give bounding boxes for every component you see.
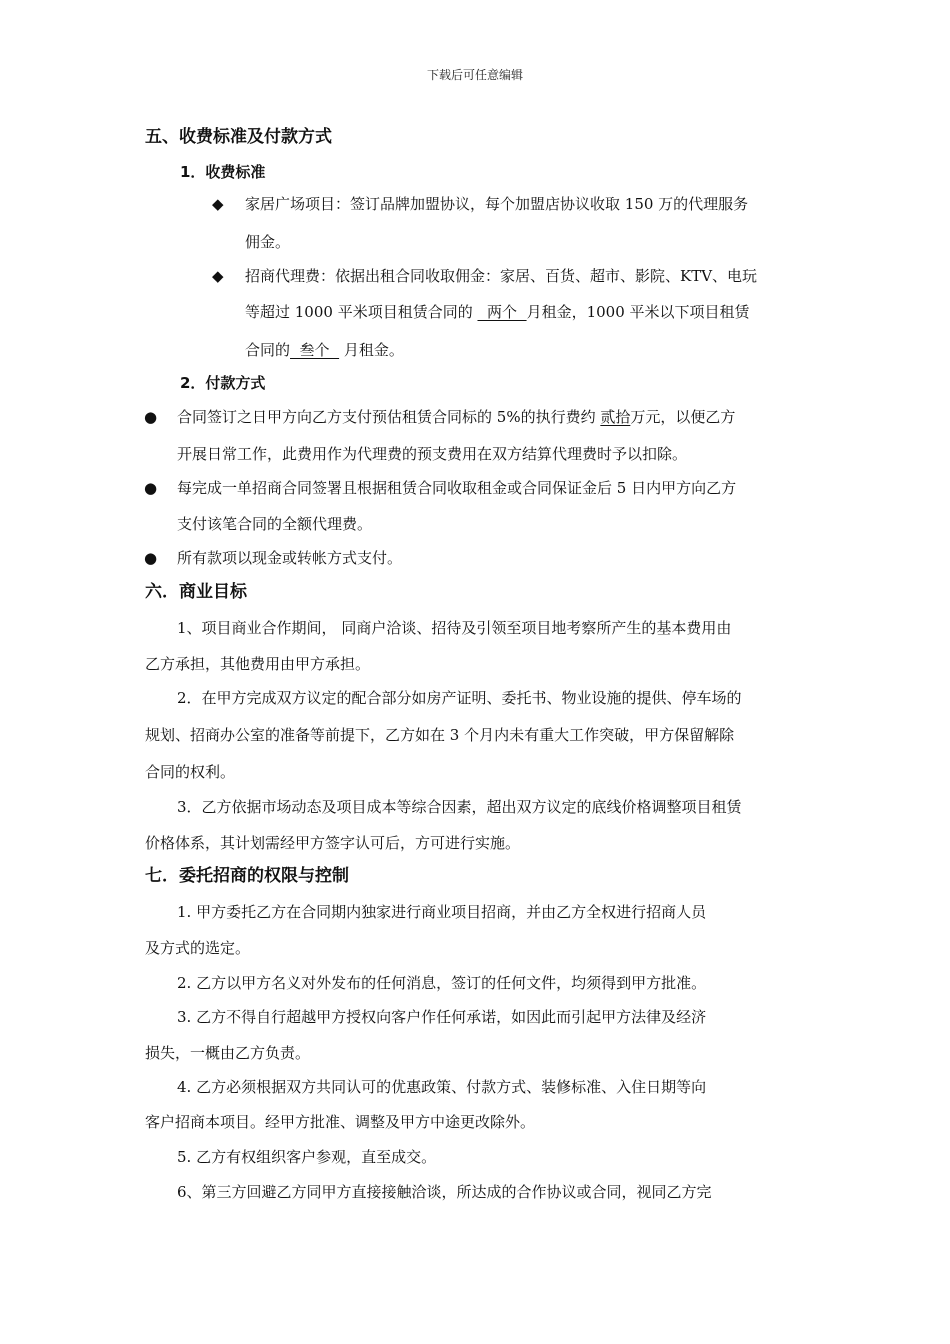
fee-item-2-line-3-pre: 合同的 [245, 341, 291, 359]
header-note: 下载后可任意编辑 [426, 68, 523, 82]
s7-p2-line-1: 2. 乙方以甲方名义对外发布的任何消息，签订的任何文件，均须得到甲方批准。 [177, 974, 707, 992]
payment-item-2-line-1: 每完成一单招商合同签署且根据租赁合同收取租金或合同保证金后 5 日内甲方向乙方 [177, 479, 737, 497]
fee-item-2-line-3-post: 月租金。 [339, 341, 404, 359]
dot-bullet-icon: ● [144, 408, 158, 426]
s6-p3-line-1: 3．乙方依据市场动态及项目成本等综合因素，超出双方议定的底线价格调整项目租赁 [177, 798, 742, 816]
payment-item-1-line-1 [177, 407, 735, 427]
fee-item-1-line-1: 家居广场项目：签订品牌加盟协议，每个加盟店协议收取 150 万的代理服务 [245, 195, 749, 213]
fee-item-2-line-1: 招商代理费：依据出租合同收取佣金：家居、百货、超市、影院、KTV、电玩 [245, 267, 758, 285]
s7-p4-line-2: 客户招商本项目。经甲方批准、调整及甲方中途更改除外。 [145, 1113, 536, 1131]
payment-item-2-line-2: 支付该笔合同的全额代理费。 [177, 515, 373, 533]
diamond-bullet-icon: ◆ [212, 195, 224, 213]
fill-in-amount: 贰拾 [600, 408, 631, 426]
fee-item-2-line-2-post: 月租金，1000 平米以下项目租赁 [526, 303, 750, 321]
fill-in-months-two: 两个 [477, 303, 527, 321]
s7-p5-line-1: 5. 乙方有权组织客户参观，直至成交。 [177, 1148, 437, 1166]
s7-p6-line-1: 6、第三方回避乙方同甲方直接接触洽谈，所达成的合作协议或合同，视同乙方完 [177, 1183, 712, 1201]
fee-standard-title: 1．收费标准 [180, 163, 266, 181]
section-6-heading: 六．商业目标 [145, 582, 247, 602]
payment-title: 2．付款方式 [180, 374, 266, 392]
s6-p1-line-1: 1、项目商业合作期间， 同商户洽谈、招待及引领至项目地考察所产生的基本费用由 [177, 619, 732, 637]
fee-item-2-line-3 [245, 340, 404, 360]
s7-p1-line-2: 及方式的选定。 [145, 939, 251, 957]
fee-item-2-line-2 [245, 302, 750, 322]
fill-in-months-three: 叁个 [290, 341, 340, 359]
s7-p3-line-2: 损失，一概由乙方负责。 [145, 1044, 311, 1062]
payment-item-1-line-2: 开展日常工作，此费用作为代理费的预支费用在双方结算代理费时予以扣除。 [177, 445, 688, 463]
fee-item-2-line-2-pre: 等超过 1000 平米项目租赁合同的 [245, 303, 478, 321]
payment-item-1-line-1-post: 万元，以便乙方 [630, 408, 736, 426]
payment-item-3-line-1: 所有款项以现金或转帐方式支付。 [177, 549, 403, 567]
fee-item-1-line-2: 佣金。 [245, 233, 291, 251]
s6-p2-line-1: 2．在甲方完成双方议定的配合部分如房产证明、委托书、物业设施的提供、停车场的 [177, 689, 742, 707]
dot-bullet-icon: ● [144, 549, 158, 567]
diamond-bullet-icon: ◆ [212, 267, 224, 285]
s7-p1-line-1: 1. 甲方委托乙方在合同期内独家进行商业项目招商，并由乙方全权进行招商人员 [177, 903, 707, 921]
s6-p3-line-2: 价格体系，其计划需经甲方签字认可后，方可进行实施。 [145, 834, 521, 852]
payment-item-1-line-1-pre: 合同签订之日甲方向乙方支付预估租赁合同标的 5%的执行费约 [177, 408, 601, 426]
section-7-heading: 七．委托招商的权限与控制 [145, 866, 349, 886]
section-5-heading: 五、收费标准及付款方式 [145, 127, 332, 147]
s7-p4-line-1: 4. 乙方必须根据双方共同认可的优惠政策、付款方式、装修标准、入住日期等向 [177, 1078, 707, 1096]
s6-p2-line-2: 规划、招商办公室的准备等前提下，乙方如在 3 个月内未有重大工作突破，甲方保留解除 [145, 726, 735, 744]
s6-p1-line-2: 乙方承担，其他费用由甲方承担。 [145, 655, 371, 673]
dot-bullet-icon: ● [144, 479, 158, 497]
s7-p3-line-1: 3. 乙方不得自行超越甲方授权向客户作任何承诺，如因此而引起甲方法律及经济 [177, 1008, 707, 1026]
s6-p2-line-3: 合同的权利。 [145, 763, 236, 781]
